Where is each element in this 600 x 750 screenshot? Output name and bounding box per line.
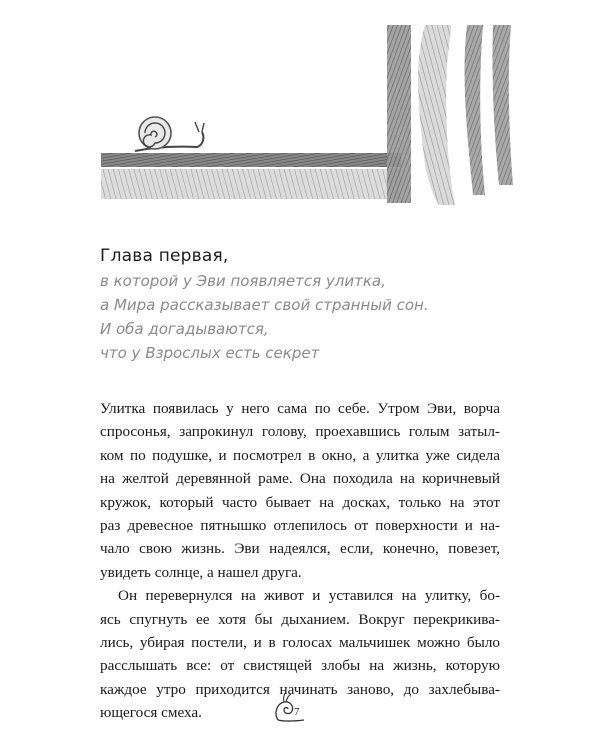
window-frame-vertical bbox=[387, 25, 411, 203]
text-line: ком по подушке, и посмотрел в окно, а улитка уже сидела bbox=[100, 446, 500, 464]
text-line: кружок, который часто бывает на досках, только на этот bbox=[100, 493, 500, 511]
window-sill-top bbox=[101, 153, 401, 167]
window-sill-face bbox=[101, 169, 401, 199]
text-line: Он перевернулся на живот и уставился на улитку, бо- bbox=[118, 587, 500, 605]
page-footer bbox=[0, 690, 600, 730]
chapter-subtitle-line: в которой у Эви появляется улитка, bbox=[100, 272, 386, 290]
text-line: чало свою жизнь. Эви надеялся, если, конечно, повезет, bbox=[100, 540, 500, 558]
text-line: ющегося смеха. bbox=[100, 704, 202, 722]
snail-ornament-icon bbox=[270, 690, 310, 726]
text-line: раз древесное пятнышко отлепилось от поверхности и на- bbox=[100, 517, 500, 535]
body-text bbox=[100, 397, 500, 725]
chapter-subtitle-line: а Мира рассказывает свой странный сон. bbox=[100, 296, 429, 314]
curtain-right bbox=[492, 25, 513, 185]
chapter-subtitle-line: что у Взрослых есть секрет bbox=[100, 344, 320, 362]
text-line: каждое утро приходится начинать заново, до захлебыва- bbox=[100, 680, 500, 698]
window-snail-illustration bbox=[95, 25, 515, 205]
text-line: увидеть солнце, а нашел друга. bbox=[100, 563, 302, 581]
chapter-subtitle-line: И оба догадываются, bbox=[100, 320, 269, 338]
text-line: на желтой деревянной раме. Она походила на коричневый bbox=[100, 470, 500, 488]
paragraph-1 bbox=[100, 397, 500, 584]
page-number: 7 bbox=[294, 706, 300, 718]
snail-icon bbox=[135, 117, 204, 151]
text-line: Улитка появилась у него сама по себе. Утром Эви, ворча bbox=[100, 400, 500, 417]
curtain-left bbox=[418, 25, 455, 205]
chapter-heading bbox=[100, 245, 520, 365]
chapter-title: Глава первая, bbox=[100, 246, 229, 266]
text-line: спросонья, запрокинул голову, проехавшись голым затыл- bbox=[100, 423, 500, 441]
text-line: ясь спугнуть ее хотя бы дыханием. Вокруг перекрикива- bbox=[100, 610, 500, 628]
text-line: расслышать все: от свистящей злобы на жизнь, которую bbox=[100, 657, 500, 675]
curtain-middle bbox=[465, 25, 485, 195]
text-line: лись, убирая постели, и в голосах мальчишек можно было bbox=[100, 634, 500, 652]
